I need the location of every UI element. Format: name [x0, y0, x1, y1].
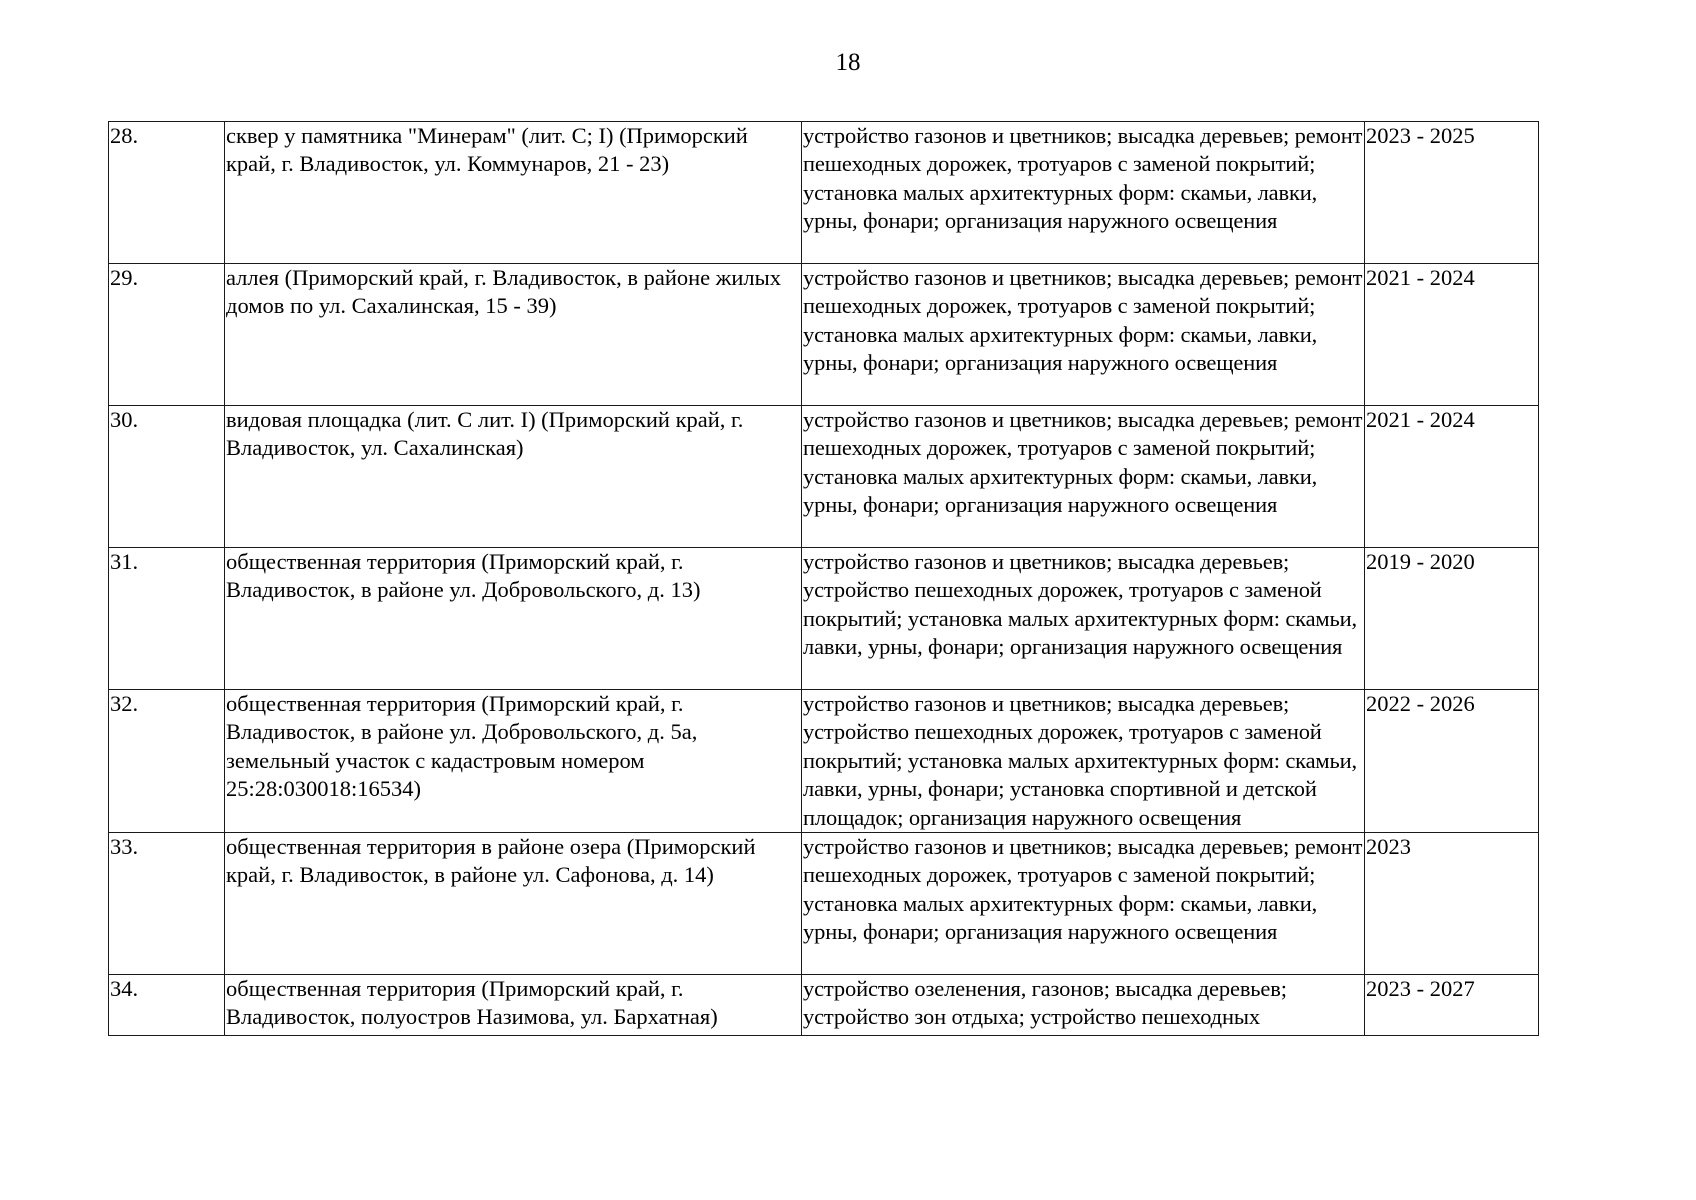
- table-row: [109, 548, 1539, 690]
- object-cell: [225, 690, 802, 833]
- years-cell: [1365, 690, 1539, 833]
- years-cell: [1365, 975, 1539, 1036]
- table-row: [109, 690, 1539, 833]
- object-cell: [225, 406, 802, 548]
- years-period: 2023 - 2025: [1366, 123, 1475, 148]
- territories-table: [108, 121, 1539, 1036]
- object-description: аллея (Приморский край, г. Владивосток, в районе жилых домов по ул. Сахалинская, 15 - 39): [226, 265, 781, 319]
- years-cell: [1365, 833, 1539, 975]
- years-period: 2019 - 2020: [1366, 549, 1475, 574]
- row-number: 31.: [110, 549, 139, 574]
- row-number: 30.: [110, 407, 139, 432]
- works-cell: [802, 690, 1365, 833]
- works-description: устройство газонов и цветников; высадка деревьев; ремонт пешеходных дорожек, тротуаров с заменой покрытий; установка малых архитектурных форм: скамьи, лавки, урны, фонари; организация наружного освещения: [803, 834, 1363, 945]
- years-period: 2021 - 2024: [1366, 407, 1475, 432]
- row-number: 28.: [110, 123, 139, 148]
- row-number-cell: [109, 406, 225, 548]
- object-description: общественная территория (Приморский край, г. Владивосток, в районе ул. Добровольского, д. 5а, земельный участок с кадастровым номером 25:28:030018:16534): [226, 691, 698, 802]
- years-cell: [1365, 548, 1539, 690]
- object-description: видовая площадка (лит. С лит. I) (Приморский край, г. Владивосток, ул. Сахалинская): [226, 407, 744, 461]
- works-description: устройство газонов и цветников; высадка деревьев; устройство пешеходных дорожек, тротуаров с заменой покрытий; установка малых архитектурных форм: скамьи, лавки, урны, фонари; организация наружного освещения: [803, 549, 1358, 660]
- table-row: [109, 122, 1539, 264]
- object-cell: [225, 548, 802, 690]
- works-description: устройство газонов и цветников; высадка деревьев; устройство пешеходных дорожек, тротуаров с заменой покрытий; установка малых архитектурных форм: скамьи, лавки, урны, фонари; установка спортивной и детской площадок; организация наружного освещения: [803, 691, 1358, 830]
- object-cell: [225, 975, 802, 1036]
- table-row: [109, 833, 1539, 975]
- years-period: 2023: [1366, 834, 1411, 860]
- object-cell: [225, 122, 802, 264]
- row-number: 33.: [110, 834, 139, 860]
- works-cell: [802, 975, 1365, 1036]
- years-period: 2022 - 2026: [1366, 691, 1475, 716]
- object-description: общественная территория в районе озера (Приморский край, г. Владивосток, в районе ул. Сафонова, д. 14): [226, 834, 756, 888]
- works-description: устройство газонов и цветников; высадка деревьев; ремонт пешеходных дорожек, тротуаров с заменой покрытий; установка малых архитектурных форм: скамьи, лавки, урны, фонари; организация наружного освещения: [803, 407, 1363, 518]
- works-cell: [802, 833, 1365, 975]
- works-cell: [802, 122, 1365, 264]
- object-description: общественная территория (Приморский край, г. Владивосток, полуостров Назимова, ул. Бархатная): [226, 976, 718, 1030]
- row-number-cell: [109, 122, 225, 264]
- object-description: сквер у памятника "Минерам" (лит. C; I) (Приморский край, г. Владивосток, ул. Коммунаров, 21 - 23): [226, 123, 748, 177]
- works-cell: [802, 406, 1365, 548]
- row-number-cell: [109, 264, 225, 406]
- table-row: [109, 975, 1539, 1036]
- works-description: устройство газонов и цветников; высадка деревьев; ремонт пешеходных дорожек, тротуаров с заменой покрытий; установка малых архитектурных форм: скамьи, лавки, урны, фонари; организация наружного освещения: [803, 265, 1363, 376]
- years-period: 2023 - 2027: [1366, 976, 1475, 1002]
- object-cell: [225, 833, 802, 975]
- works-description: устройство газонов и цветников; высадка деревьев; ремонт пешеходных дорожек, тротуаров с заменой покрытий; установка малых архитектурных форм: скамьи, лавки, урны, фонари; организация наружного освещения: [803, 123, 1363, 234]
- row-number: 34.: [110, 976, 139, 1002]
- years-cell: [1365, 264, 1539, 406]
- works-description: устройство озеленения, газонов; высадка деревьев; устройство зон отдыха; устройство пешеходных: [803, 976, 1287, 1030]
- table-row: [109, 264, 1539, 406]
- years-cell: [1365, 122, 1539, 264]
- works-cell: [802, 548, 1365, 690]
- row-number-cell: [109, 975, 225, 1036]
- object-cell: [225, 264, 802, 406]
- years-period: 2021 - 2024: [1366, 265, 1475, 290]
- row-number-cell: [109, 833, 225, 975]
- row-number: 29.: [110, 265, 139, 290]
- row-number-cell: [109, 690, 225, 833]
- table-row: [109, 406, 1539, 548]
- row-number-cell: [109, 548, 225, 690]
- works-cell: [802, 264, 1365, 406]
- object-description: общественная территория (Приморский край, г. Владивосток, в районе ул. Добровольского, д. 13): [226, 549, 701, 603]
- page-number: 18: [835, 49, 861, 76]
- row-number: 32.: [110, 691, 139, 716]
- years-cell: [1365, 406, 1539, 548]
